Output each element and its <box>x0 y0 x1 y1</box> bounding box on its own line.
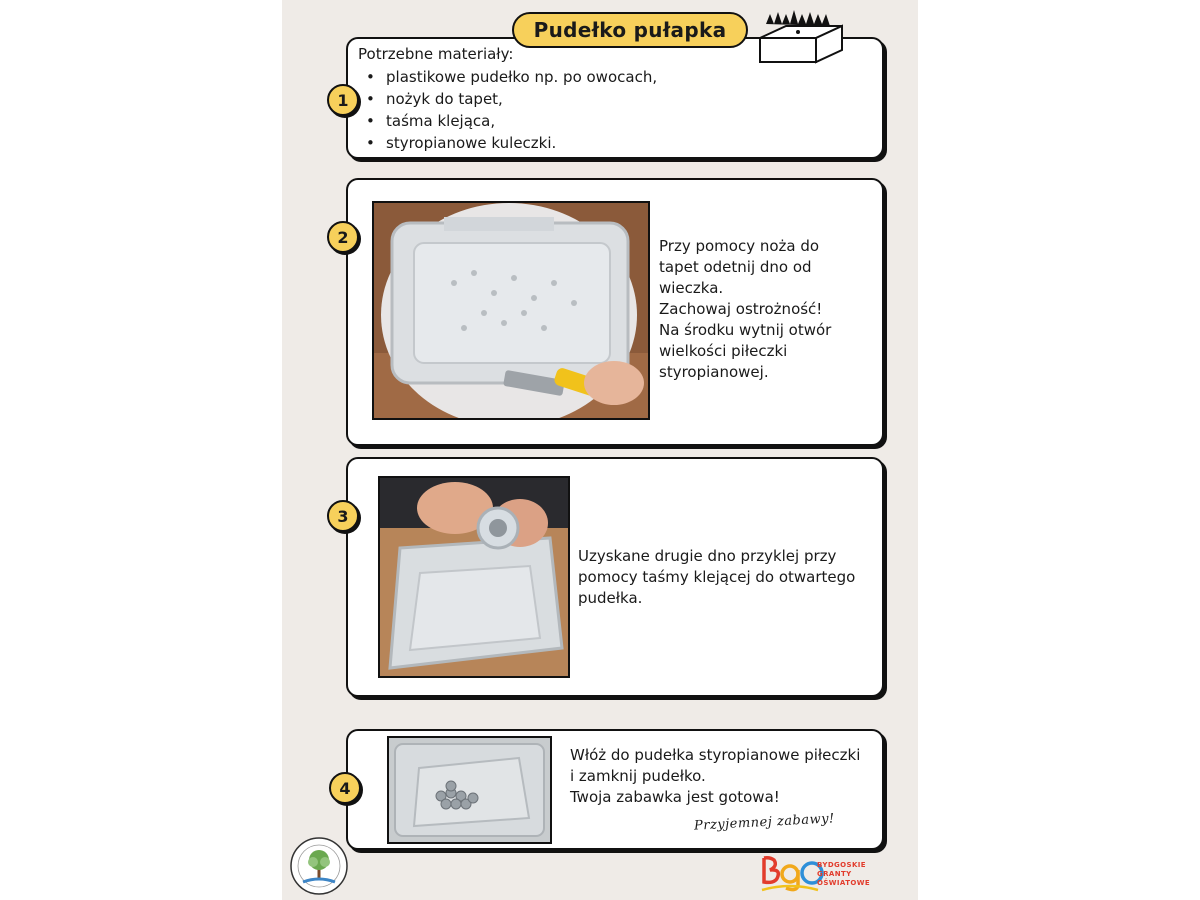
step-2-line: tapet odetnij dno od <box>659 258 812 276</box>
step-4-line: i zamknij pudełko. <box>570 767 706 785</box>
bgo-logo-text <box>817 861 870 888</box>
step-2-line: Zachowaj ostrożność! <box>659 300 823 318</box>
page-title: Pudełko pułapka <box>512 12 748 48</box>
step-3-number: 3 <box>327 500 359 532</box>
step-3-line: pudełka. <box>578 589 643 607</box>
materials-heading: Potrzebne materiały: <box>358 45 514 63</box>
materials-item: • styropianowe kuleczki. <box>362 132 657 154</box>
bgo-logo-line: GRANTY <box>817 870 852 878</box>
step-2-photo <box>372 201 650 420</box>
step-3-line: Uzyskane drugie dno przyklej przy <box>578 547 837 565</box>
step-4-number: 4 <box>329 772 361 804</box>
step-4-photo <box>387 736 552 844</box>
step-4-line: Twoja zabawka jest gotowa! <box>570 788 780 806</box>
box-trap-icon <box>756 10 846 66</box>
step-4-line: Włóż do pudełka styropianowe piłeczki <box>570 746 861 764</box>
step-2-text <box>659 236 831 383</box>
step-2-line: Na środku wytnij otwór <box>659 321 832 339</box>
step-2-number: 2 <box>327 221 359 253</box>
step-2-line: wieczka. <box>659 279 724 297</box>
step-3-text <box>578 546 855 609</box>
step-3-line: pomocy taśmy klejącej do otwartego <box>578 568 856 586</box>
bgo-logo-line: OŚWIATOWE <box>817 879 871 887</box>
bgo-logo-line: BYDGOSKIE <box>817 861 866 869</box>
signoff-text: Przyjemnej zabawy! <box>693 811 836 834</box>
materials-item: • taśma klejąca, <box>362 110 657 132</box>
materials-item: • plastikowe pudełko np. po owocach, <box>362 66 657 88</box>
step-2-line: Przy pomocy noża do <box>659 237 820 255</box>
step-1-number: 1 <box>327 84 359 116</box>
materials-list <box>362 66 657 154</box>
step-4-text <box>570 745 860 808</box>
step-2-line: wielkości piłeczki <box>659 342 788 360</box>
step-2-line: styropianowej. <box>659 363 769 381</box>
school-logo-icon <box>289 836 349 896</box>
materials-item: • nożyk do tapet, <box>362 88 657 110</box>
step-3-photo <box>378 476 570 678</box>
